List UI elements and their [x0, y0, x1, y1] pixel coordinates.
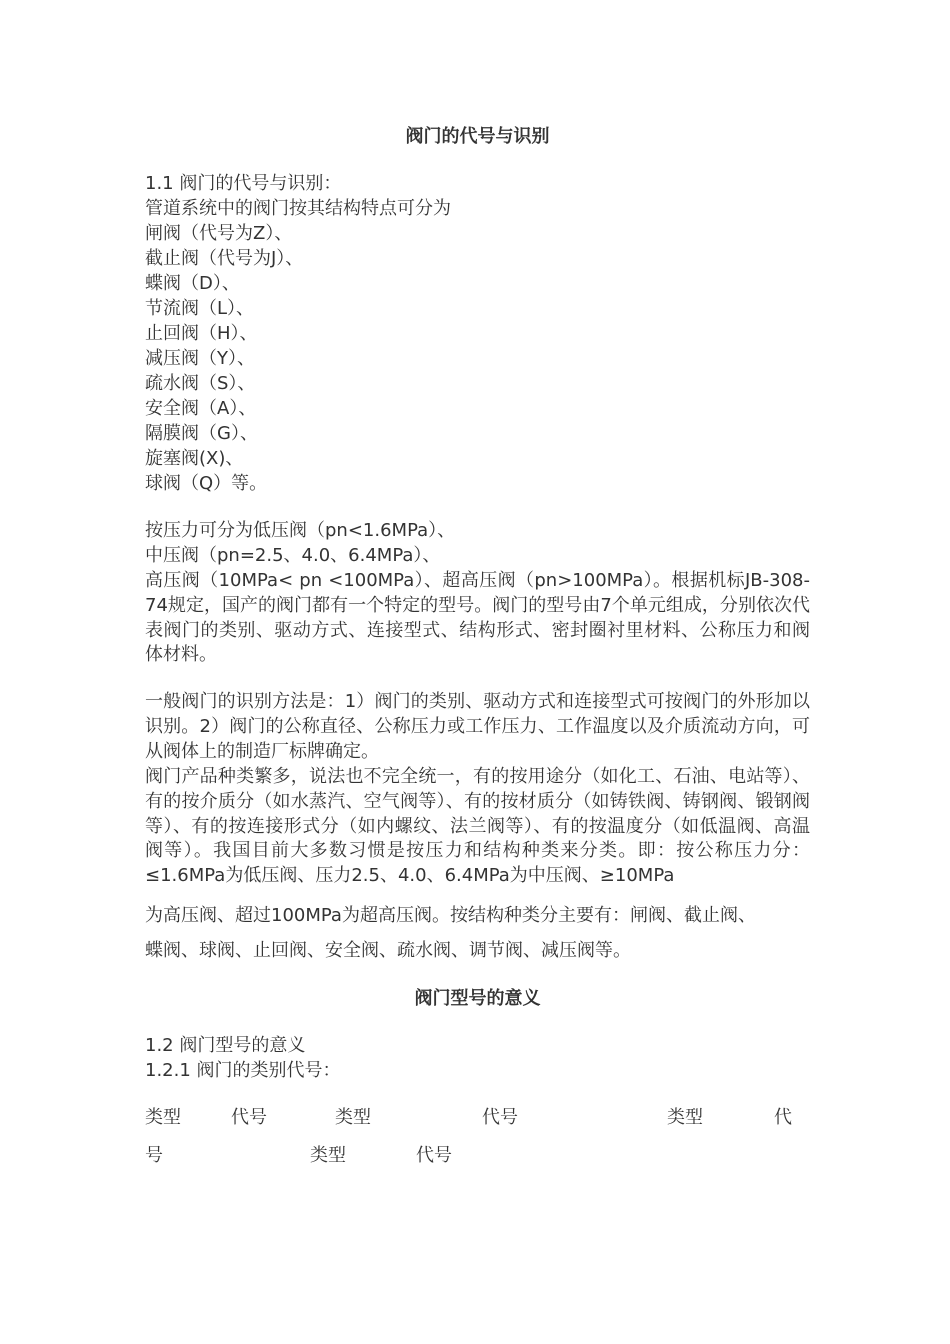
intro-line: 截止阀（代号为J）、: [145, 248, 304, 269]
classify-paragraph: 阀门产品种类繁多，说法也不完全统一，有的按用途分（如化工、石油、电站等）、有的按介质分（如水蒸汽、空气阀等）、有的按材质分（如铸铁阀、铸钢阀、锻钢阀等）、有的按连接形式分（如内螺纹、法兰阀等）、有的按温度分（如低温阀、高温阀等）。我国目前大多数习惯是按压力和结构种类来分类。即：按公称压力分：≤1.6MPa为低压阀、压力2.5、4.0、6.4MPa为中压阀、≥10MPa: [145, 766, 810, 887]
classify-line: 蝶阀、球阀、止回阀、安全阀、疏水阀、调节阀、减压阀等。: [145, 940, 631, 961]
table-header-cell: 类型: [667, 1107, 703, 1128]
table-header-cell: 类型: [145, 1107, 181, 1128]
pressure-line: 中压阀（pn=2.5、4.0、6.4MPa）、: [145, 545, 441, 566]
section-1-2-label: 1.2 阀门型号的意义: [145, 1035, 306, 1056]
intro-line: 闸阀（代号为Z）、: [145, 223, 293, 244]
section-1-2-1-label: 1.2.1 阀门的类别代号：: [145, 1060, 341, 1081]
table-header-cell: 代: [774, 1107, 792, 1128]
table-header-cell: 代号: [482, 1107, 518, 1128]
intro-line: 节流阀（L）、: [145, 298, 255, 319]
heading-valve-codes: 阀门的代号与识别: [405, 126, 550, 147]
intro-line: 蝶阀（D）、: [145, 273, 240, 294]
table-header-cell: 号: [145, 1145, 163, 1166]
table-header-cell: 类型: [310, 1145, 346, 1166]
intro-line: 隔膜阀（G）、: [145, 423, 258, 444]
intro-line: 球阀（Q）等。: [145, 473, 268, 494]
pressure-line: 按压力可分为低压阀（pn<1.6MPa）、: [145, 520, 456, 541]
table-header-cell: 类型: [335, 1107, 371, 1128]
intro-line: 旋塞阀(X)、: [145, 448, 244, 469]
intro-line: 减压阀（Y）、: [145, 348, 255, 369]
section-1-1-label: 1.1 阀门的代号与识别：: [145, 173, 342, 194]
intro-line: 管道系统中的阀门按其结构特点可分为: [145, 198, 451, 219]
intro-line: 疏水阀（S）、: [145, 373, 256, 394]
table-header-cell: 代号: [416, 1145, 452, 1166]
intro-line: 止回阀（H）、: [145, 323, 258, 344]
heading-model-meaning: 阀门型号的意义: [414, 988, 541, 1009]
identify-paragraph: 一般阀门的识别方法是：1）阀门的类别、驱动方式和连接型式可按阀门的外形加以识别。2）阀门的公称直径、公称压力或工作压力、工作温度以及介质流动方向，可从阀体上的制造厂标牌确定。: [145, 691, 810, 762]
intro-line: 安全阀（A）、: [145, 398, 257, 419]
classify-line: 为高压阀、超过100MPa为超高压阀。按结构种类分主要有：闸阀、截止阀、: [145, 905, 756, 926]
table-header-cell: 代号: [231, 1107, 267, 1128]
pressure-paragraph: 高压阀（10MPa< pn <100MPa）、超高压阀（pn>100MPa）。根据机标JB-308-74规定，国产的阀门都有一个特定的型号。阀门的型号由7个单元组成，分别依次代表阀门的类别、驱动方式、连接型式、结构形式、密封圈衬里材料、公称压力和阀体材料。: [145, 570, 810, 666]
